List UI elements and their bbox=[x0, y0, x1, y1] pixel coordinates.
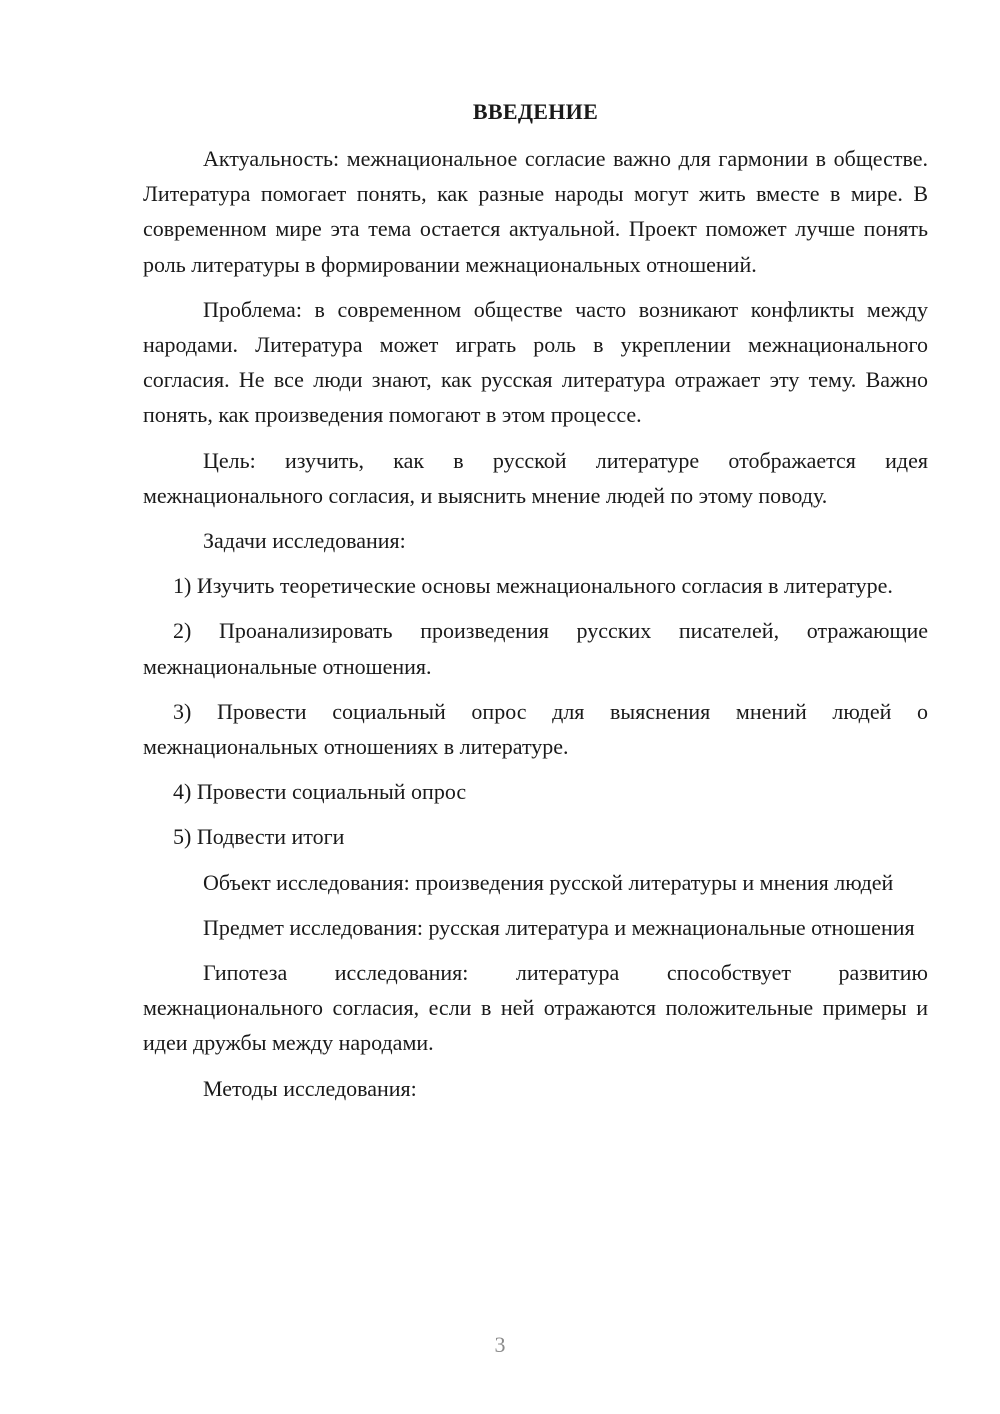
task-item: 3) Провести социальный опрос для выяснения мнений людей о межнациональных отношениях в литературе. bbox=[143, 698, 928, 760]
relevance-paragraph: Актуальность: межнациональное согласие важно для гармонии в обществе. Литература помогает понять, как разные народы могут жить вместе в мире. В современном мире эта тема остается актуальной. Проект поможет лучше понять роль литературы в формировании межнациональных отношений. bbox=[143, 146, 928, 277]
hypothesis-paragraph: Гипотеза исследования: литература способствует развитию межнационального согласия, если в ней отражаются положительные примеры и идеи дружбы между народами. bbox=[143, 960, 928, 1056]
task-item: 2) Проанализировать произведения русских писателей, отражающие межнациональные отношения. bbox=[143, 618, 928, 679]
task-item: 5) Подвести итоги bbox=[173, 824, 345, 850]
methods-heading: Методы исследования: bbox=[203, 1075, 417, 1101]
goal-paragraph: Цель: изучить, как в русской литературе отображается идея межнационального согласия, и выяснить мнение людей по этому поводу. bbox=[143, 447, 928, 508]
page-content bbox=[143, 94, 928, 1116]
tasks-heading: Задачи исследования: bbox=[203, 528, 406, 554]
task-item: 4) Провести социальный опрос bbox=[173, 779, 467, 805]
object-paragraph: Объект исследования: произведения русской литературы и мнения людей bbox=[203, 869, 894, 895]
page-number: 3 bbox=[494, 1332, 506, 1357]
task-item: 1) Изучить теоретические основы межнационального согласия в литературе. bbox=[173, 573, 893, 599]
page-title: ВВЕДЕНИЕ bbox=[472, 99, 599, 124]
problem-paragraph: Проблема: в современном обществе часто возникают конфликты между народами. Литература может играть роль в укреплении межнационального согласия. Не все люди знают, как русская литература отражает эту тему. Важно понять, как произведения помогают в этом процессе. bbox=[143, 296, 928, 428]
subject-paragraph: Предмет исследования: русская литература и межнациональные отношения bbox=[203, 914, 915, 940]
